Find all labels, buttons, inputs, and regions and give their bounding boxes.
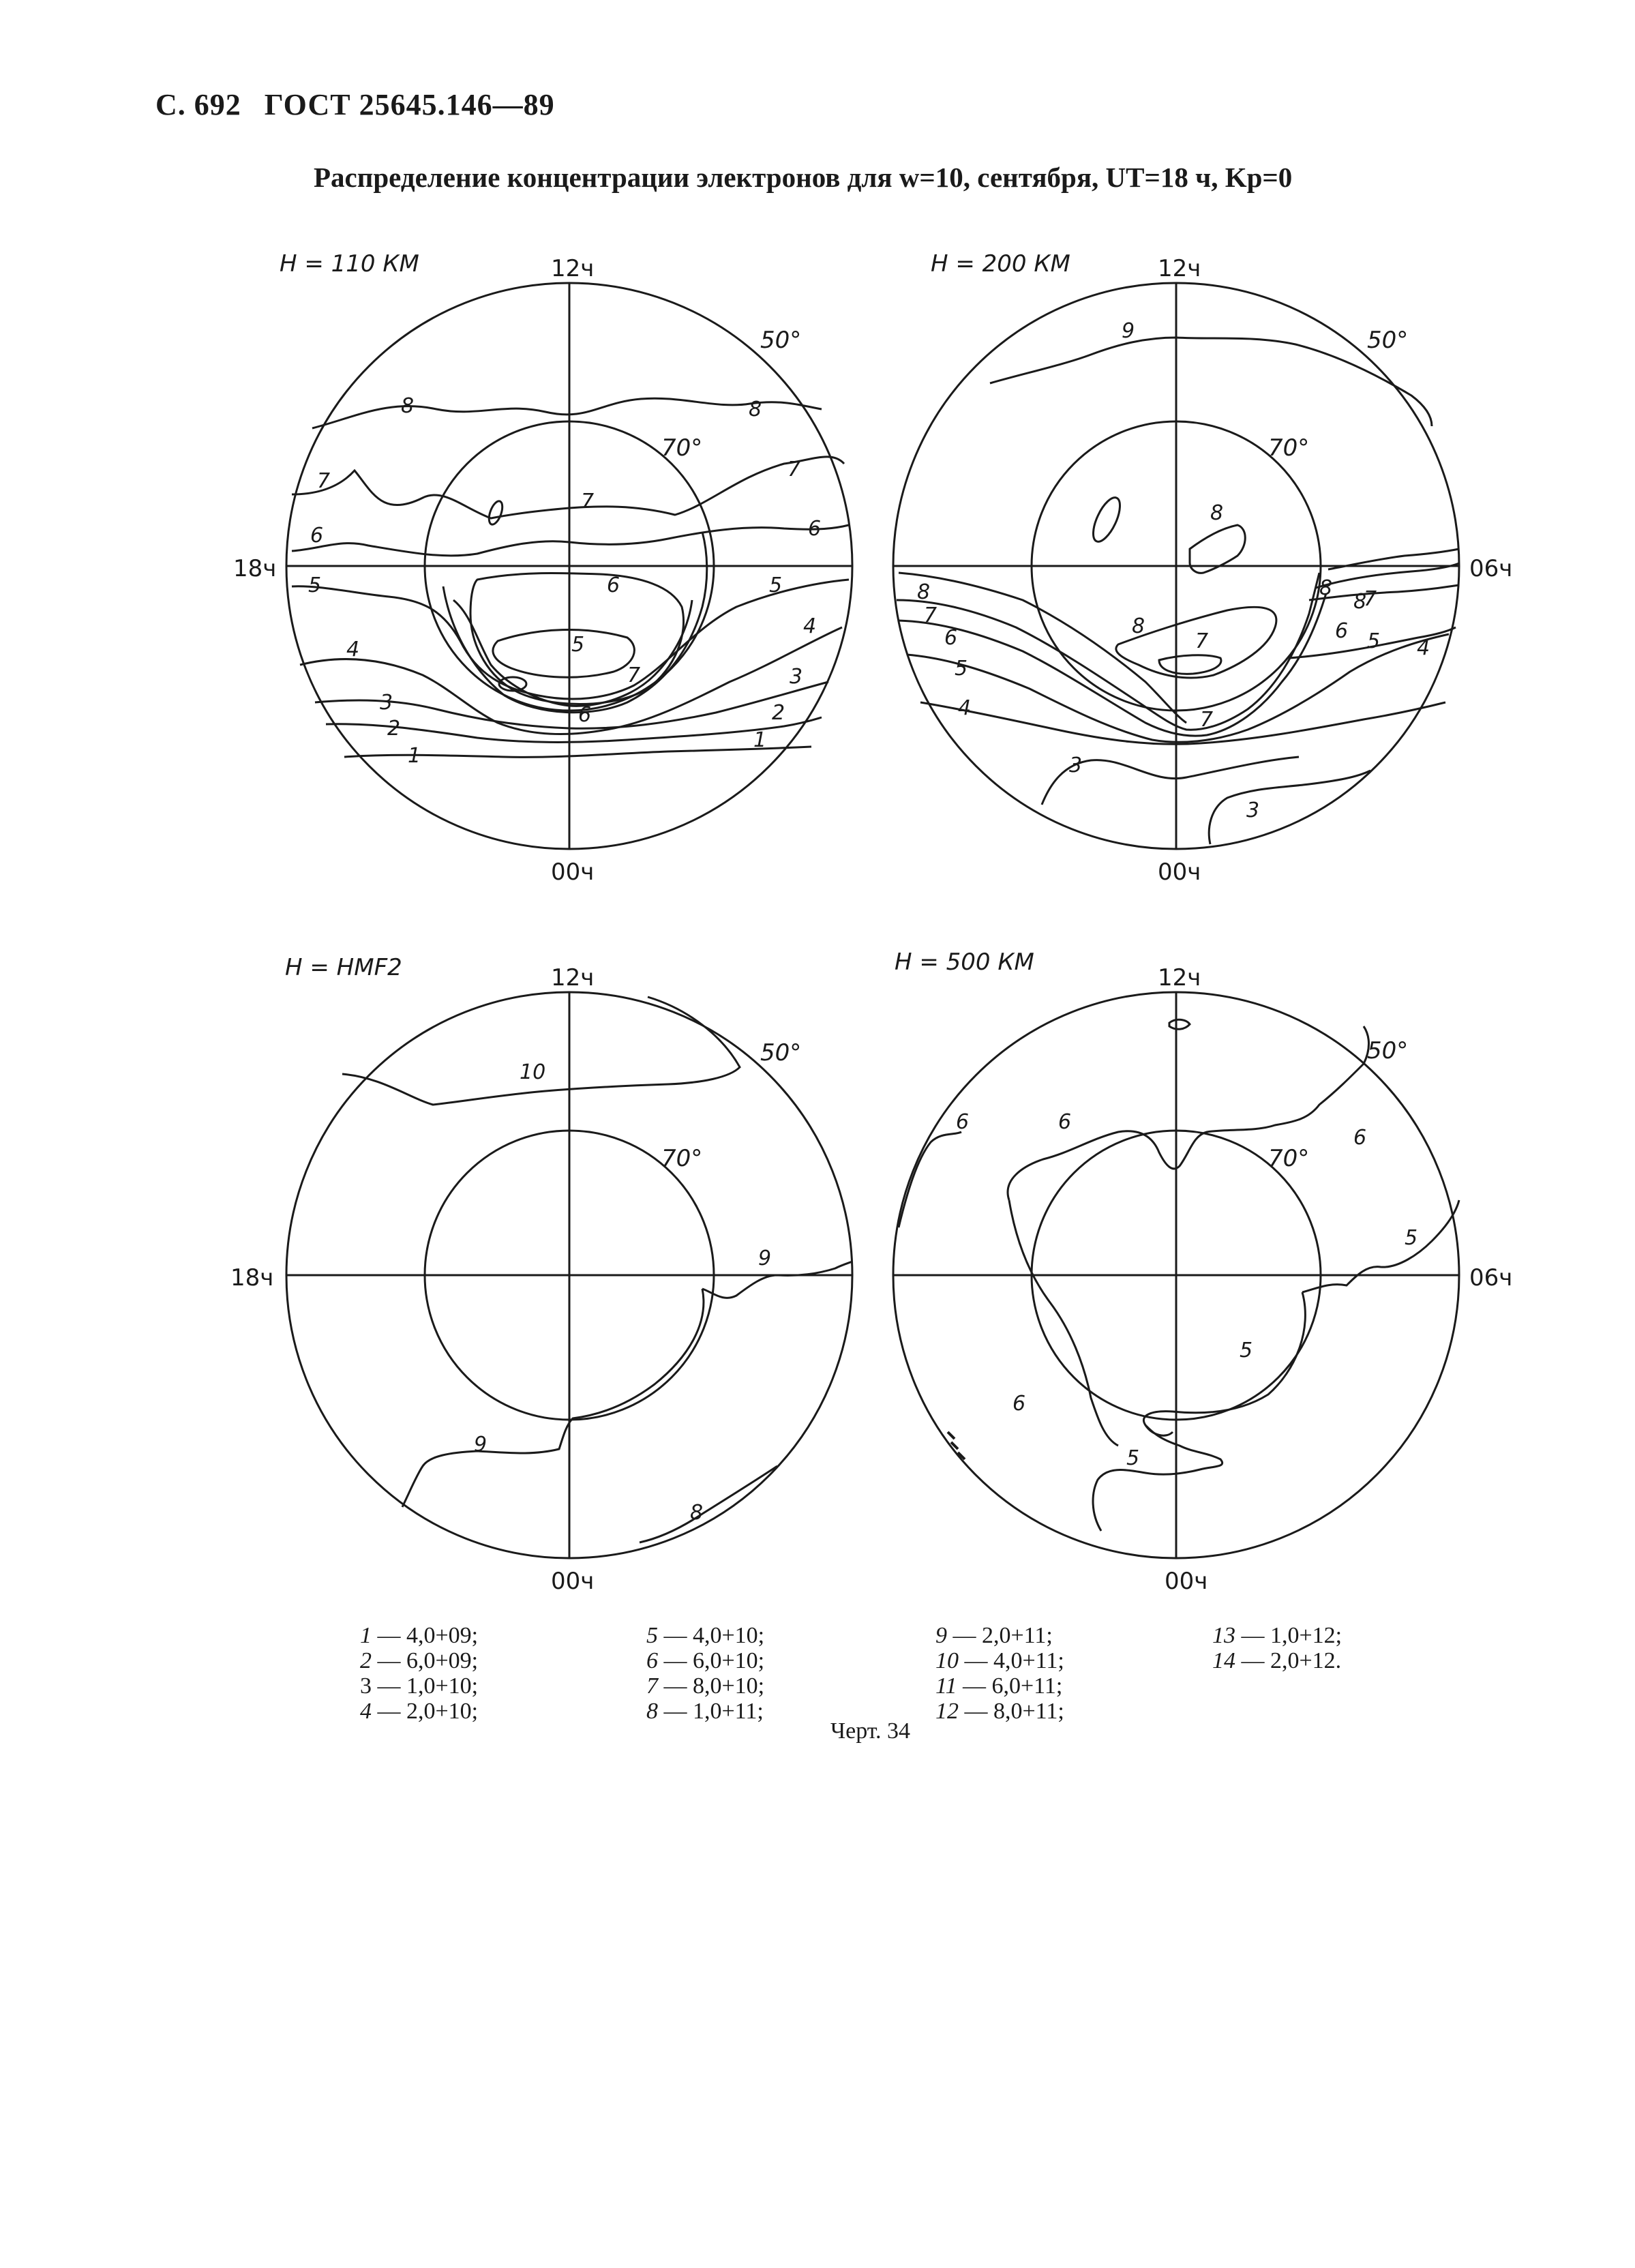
panel2-clabel: 7 [1195,629,1209,653]
panel1-clabel: 1 [753,728,767,752]
panel4-height-label: H = 500 КМ [895,949,1034,976]
panel3-bottom-label: 00ч [551,1568,595,1595]
panel1-height-label: H = 110 КМ [280,250,419,278]
panel1-clabel: 1 [408,744,421,768]
panel3-lat-outer: 50° [760,1039,802,1066]
panel2-clabel: 5 [1367,629,1381,653]
panel1-contour-5-inner [493,630,634,678]
page-number: С. 692 [155,88,241,121]
panel2-clabel: 7 [1200,708,1214,732]
panel1-clabel: 6 [808,517,822,541]
panel4-contour-small-top [1169,1019,1190,1029]
panel3-contour-8 [640,1466,777,1542]
panel2-clabel: 3 [1069,753,1083,777]
panel4-clabel: 6 [1012,1392,1026,1416]
panel1-lat-outer: 50° [760,327,802,354]
panel2-clabel: 6 [1335,619,1349,643]
legend-column-1 [360,1623,478,1724]
panel2-clabel: 8 [1132,614,1145,638]
panel3-clabel: 8 [690,1501,704,1525]
panel2-top-label: 12ч [1158,255,1201,282]
panel4-top-label: 12ч [1158,964,1201,991]
panel-hmf2 [286,992,852,1558]
panel2-clabel: 4 [958,696,972,720]
panel1-clabel: 6 [607,573,620,597]
panel3-clabel: 9 [758,1247,772,1270]
legend-item: 8 — 1,0+11; [646,1699,764,1724]
panel1-clabel: 6 [310,524,324,548]
panel3-contour-9-south [402,1289,704,1507]
panel2-clabel: 7 [1364,587,1377,611]
panel4-contour-6-west [899,1132,961,1227]
panel1-clabel: 5 [769,573,783,597]
panel4-clabel: 6 [1353,1126,1367,1150]
panel4-clabel: 5 [1126,1446,1140,1470]
legend-item: 3 — 1,0+10; [360,1673,479,1699]
panel3-lat-inner: 70° [661,1145,703,1172]
panel2-clabel: 4 [1417,636,1430,660]
panel-200km [893,283,1459,849]
panel2-contour-9 [990,338,1432,426]
legend-item: 2 — 6,0+09; [360,1648,479,1673]
panel2-bottom-label: 00ч [1158,859,1201,886]
panel1-clabel: 6 [578,703,592,727]
panel2-clabel: 6 [944,626,958,650]
panel1-clabel: 7 [627,663,641,687]
figure-caption: Черт. 34 [830,1718,911,1744]
panel2-contour-small [1088,494,1126,545]
panel1-lat-inner: 70° [661,434,703,462]
panel2-clabel: 3 [1246,799,1260,822]
panel-500km [893,992,1459,1558]
panel1-bottom-label: 00ч [551,859,595,886]
panel1-contour-7 [292,457,844,518]
legend-item: 14 — 2,0+12. [1212,1648,1342,1673]
panel4-clabel: 5 [1405,1226,1418,1250]
legend-item: 1 — 4,0+09; [360,1623,479,1648]
panel1-clabel: 4 [803,614,817,638]
panel2-clabel: 7 [924,603,937,627]
legend-item: 9 — 2,0+11; [935,1623,1053,1648]
panel4-lat-outer: 50° [1367,1037,1409,1064]
panel3-clabel: 9 [474,1433,487,1457]
panel2-lat-outer: 50° [1367,327,1409,354]
panel-110km [286,283,852,849]
panel1-clabel: 2 [387,717,401,741]
panel2-contour-8-west [899,573,1186,723]
panel4-contour-5-loop [1143,1292,1305,1435]
panel1-clabel: 7 [581,490,595,513]
panel4-right-label: 06ч [1469,1264,1513,1292]
panel2-right-label: 06ч [1469,555,1513,582]
panel2-clabel: 8 [1210,501,1224,525]
panel2-height-label: H = 200 КМ [931,250,1070,278]
panel1-clabel: 7 [317,469,331,493]
panel3-top-label: 12ч [551,964,595,991]
panel1-clabel: 2 [772,701,785,725]
panel3-left-label: 18ч [230,1264,274,1292]
legend-column-2 [646,1623,764,1724]
panel1-clabel: 4 [346,638,360,661]
panel2-clabel: 5 [955,657,968,681]
panel4-contour-5-east [1302,1200,1459,1292]
panel1-clabel: 5 [308,573,322,597]
panel3-contour-9-east [702,1262,852,1298]
panel1-clabel: 8 [749,398,762,421]
panel1-clabel: 8 [401,394,415,418]
panel1-clabel: 5 [571,633,585,657]
legend-item: 12 — 8,0+11; [935,1699,1064,1724]
legend-column-3 [935,1623,1064,1724]
panel4-clabel: 6 [956,1110,970,1134]
panel4-bottom-label: 00ч [1165,1568,1208,1595]
legend-column-4 [1212,1623,1342,1673]
panel2-contour-3-right [1209,771,1370,844]
panel1-contour-6-lower [443,532,707,713]
panel2-clabel: 8 [1353,590,1367,614]
panel3-height-label: H = HMF2 [285,954,402,981]
panel3-contour-10 [342,997,740,1105]
panel2-clabel: 9 [1122,319,1135,343]
panel2-clabel: 8 [1319,576,1333,600]
figure-title: Распределение концентрации электронов для w=10, сентября, UT=18 ч, Kp=0 [314,162,1293,193]
legend-item: 5 — 4,0+10; [646,1623,765,1648]
panel2-clabel: 8 [917,580,931,604]
panel1-clabel: 3 [380,691,393,715]
panel2-lat-inner: 70° [1268,434,1310,462]
panel1-contour-small [486,499,505,526]
legend-item: 6 — 6,0+10; [646,1648,765,1673]
panel4-clabel: 5 [1240,1339,1253,1362]
panel2-contour-4-west [920,702,1445,744]
legend-item: 7 — 8,0+10; [646,1673,765,1699]
panel1-contour-8 [312,398,822,428]
panel4-lat-inner: 70° [1268,1145,1310,1172]
panel2-contour-7-inner [1159,655,1221,674]
legend-item: 10 — 4,0+11; [935,1648,1064,1673]
panel4-contour-labels [956,1110,1418,1470]
panel1-top-label: 12ч [551,255,595,282]
panel3-clabel: 10 [520,1060,546,1084]
panel1-clabel: 7 [787,458,801,481]
panel1-left-label: 18ч [233,555,277,582]
panel3-contour-labels [474,1060,771,1525]
panel1-clabel: 3 [790,665,803,689]
standard-number: ГОСТ 25645.146—89 [264,88,555,121]
legend-item: 4 — 2,0+10; [360,1699,479,1724]
panel4-clabel: 6 [1058,1110,1072,1134]
legend-item: 13 — 1,0+12; [1212,1623,1342,1648]
legend-item: 11 — 6,0+11; [935,1673,1063,1699]
panel2-contour-labels [917,319,1430,822]
